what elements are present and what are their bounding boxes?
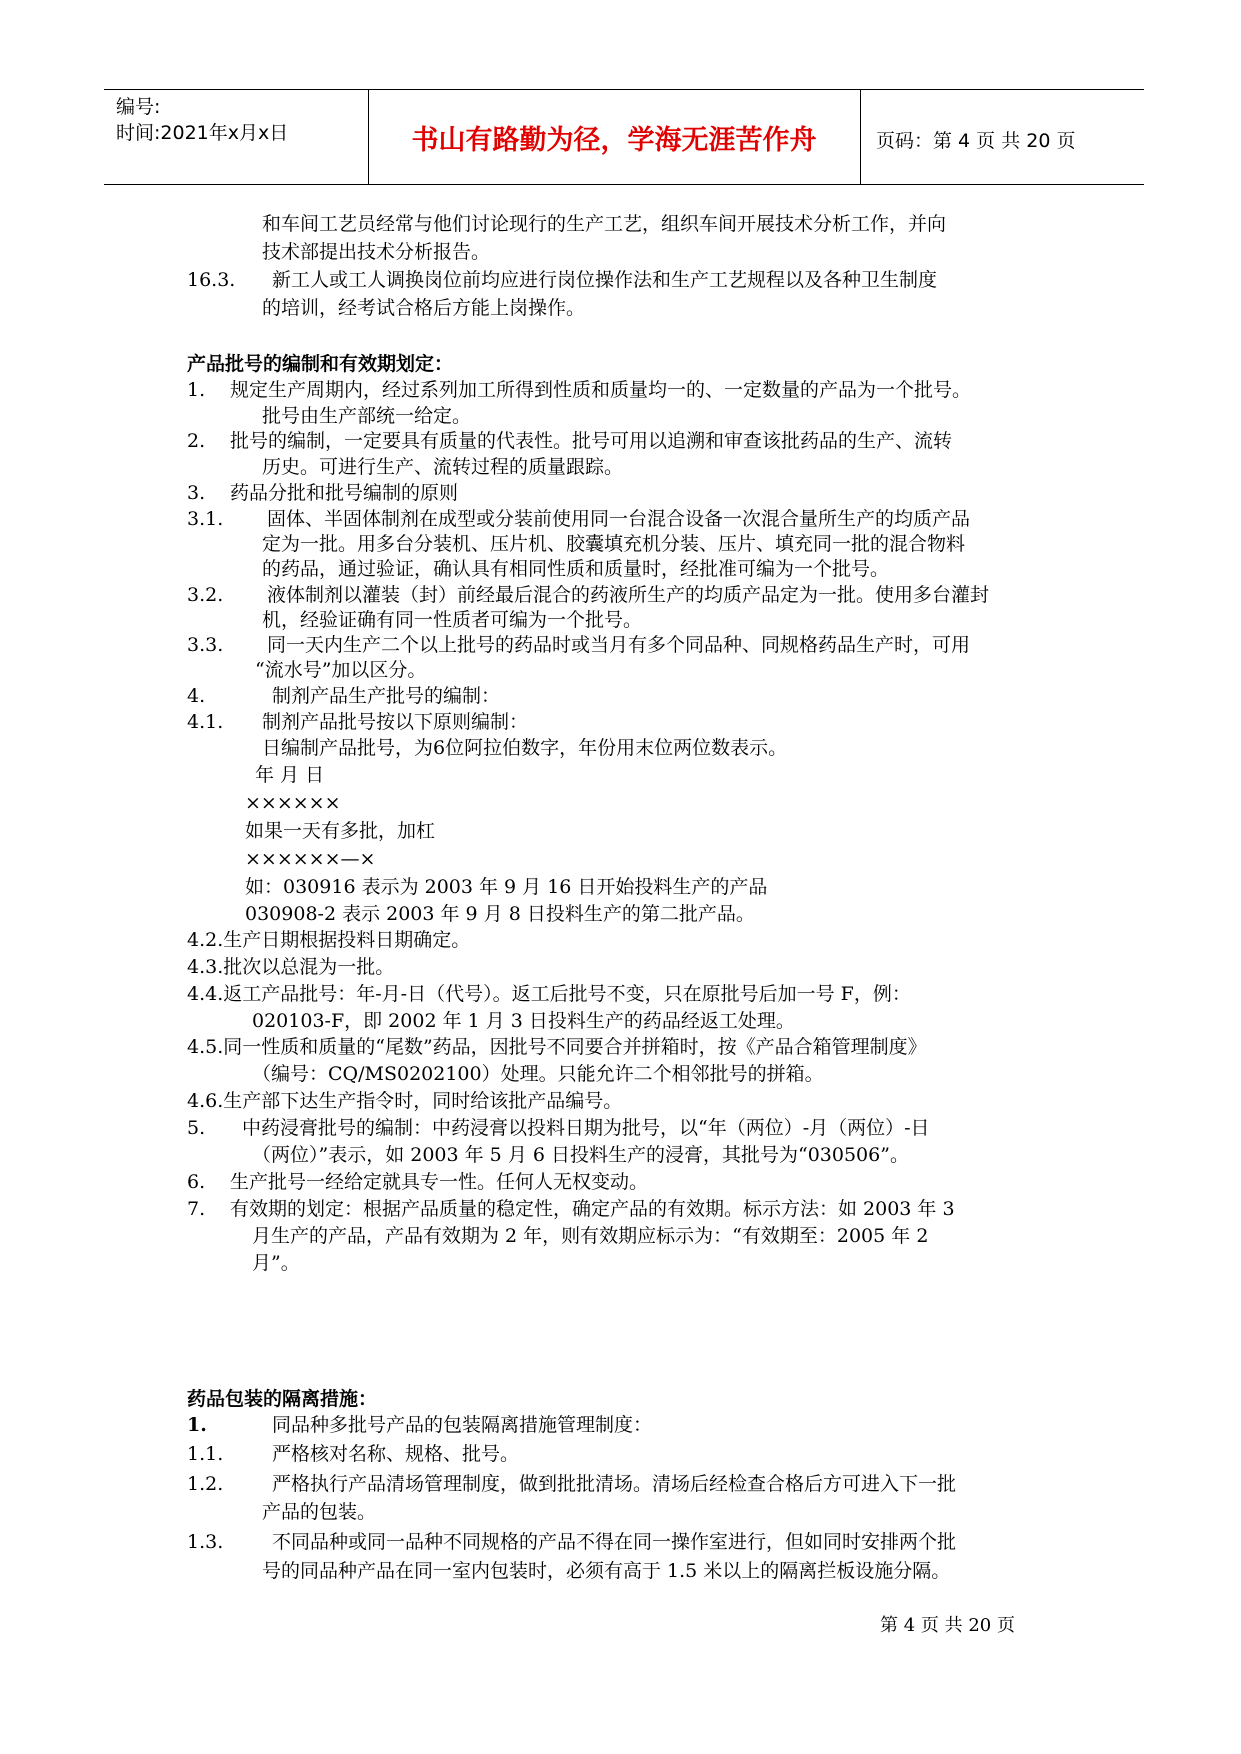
header-page-info: 页码：第 4 页 共 20 页: [876, 130, 1076, 152]
body-line: 规定生产周期内，经过系列加工所得到性质和质量均一的、一定数量的产品为一个批号。: [230, 379, 972, 401]
clause-number: 3.1.: [187, 508, 224, 530]
body-line: 固体、半固体制剂在成型或分装前使用同一台混合设备一次混合量所生产的均质产品: [267, 508, 971, 530]
body-line: 新工人或工人调换岗位前均应进行岗位操作法和生产工艺规程以及各种卫生制度: [272, 269, 938, 291]
clause-number: 16.3.: [187, 269, 236, 291]
clause-number: 1.2.: [187, 1473, 224, 1495]
body-line: 制剂产品生产批号的编制：: [272, 685, 501, 707]
clause-number: 1.: [187, 379, 206, 401]
body-line: 制剂产品批号按以下原则编制：: [262, 711, 529, 733]
body-line: 4.4.返工产品批号：年-月-日（代号）。返工后批号不变，只在原批号后加一号 F，例：: [187, 983, 911, 1005]
clause-number: 1.3.: [187, 1531, 224, 1553]
body-line: 年 月 日: [255, 764, 325, 786]
body-line: 月”。: [252, 1252, 300, 1274]
section-heading: 产品批号的编制和有效期划定：: [187, 353, 454, 375]
body-line: “流水号”加以区分。: [255, 659, 427, 681]
body-line: 中药浸膏批号的编制：中药浸膏以投料日期为批号，以“年（两位）-月（两位）-日: [242, 1117, 930, 1139]
body-line: 030908-2 表示 2003 年 9 月 8 日投料生产的第二批产品。: [245, 903, 755, 925]
body-line: 技术部提出技术分析报告。: [262, 241, 491, 263]
body-line: 的培训，经考试合格后方能上岗操作。: [262, 297, 586, 319]
body-line: 同品种多批号产品的包装隔离措施管理制度：: [272, 1414, 653, 1436]
body-line: （编号：CQ/MS0202100）处理。只能允许二个相邻批号的拼箱。: [252, 1063, 824, 1085]
body-line: 4.5.同一性质和质量的“尾数”药品，因批号不同要合并拼箱时，按《产品合箱管理制度》: [187, 1036, 927, 1058]
document-number-label: 编号:: [116, 96, 161, 118]
body-line: 号的同品种产品在同一室内包装时，必须有高于 1.5 米以上的隔离拦板设施分隔。: [262, 1560, 951, 1582]
body-line: 历史。可进行生产、流转过程的质量跟踪。: [262, 456, 624, 478]
body-line: ××××××—×: [245, 848, 376, 870]
body-line: 批号由生产部统一给定。: [262, 405, 472, 427]
body-line: 机，经验证确有同一性质者可编为一个批号。: [262, 609, 643, 631]
body-line: 如：030916 表示为 2003 年 9 月 16 日开始投料生产的产品: [245, 876, 768, 898]
section-heading: 药品包装的隔离措施：: [187, 1388, 378, 1410]
clause-number: 5.: [187, 1117, 206, 1139]
body-line: 定为一批。用多台分装机、压片机、胶囊填充机分装、压片、填充同一批的混合物料: [262, 533, 966, 555]
body-line: 批号的编制，一定要具有质量的代表性。批号可用以追溯和审查该批药品的生产、流转: [230, 430, 953, 452]
body-line: 不同品种或同一品种不同规格的产品不得在同一操作室进行，但如同时安排两个批: [272, 1531, 957, 1553]
header-meta: [116, 94, 288, 146]
body-line: 有效期的划定：根据产品质量的稳定性，确定产品的有效期。标示方法：如 2003 年 3: [230, 1198, 955, 1220]
clause-number: 1.: [187, 1414, 207, 1436]
clause-number: 3.2.: [187, 584, 224, 606]
clause-number: 4.: [187, 685, 206, 707]
body-line: 如果一天有多批，加杠: [245, 820, 436, 842]
body-line: 药品分批和批号编制的原则: [230, 482, 459, 504]
clause-number: 6.: [187, 1171, 206, 1193]
clause-number: 2.: [187, 430, 206, 452]
body-line: ××××××: [245, 792, 341, 814]
body-line: 月生产的产品，产品有效期为 2 年，则有效期应标示为：“有效期至：2005 年 2: [252, 1225, 929, 1247]
clause-number: 1.1.: [187, 1443, 224, 1465]
header-motto: 书山有路勤为径，学海无涯苦作舟: [411, 125, 817, 156]
clause-number: 3.: [187, 482, 206, 504]
body-line: 4.2.生产日期根据投料日期确定。: [187, 929, 471, 951]
page-header: [104, 89, 1144, 185]
body-line: 4.3.批次以总混为一批。: [187, 956, 395, 978]
body-line: 产品的包装。: [262, 1501, 377, 1523]
body-line: （两位）”表示，如 2003 年 5 月 6 日投料生产的浸膏，其批号为“030506”。: [252, 1144, 909, 1166]
body-line: 严格核对名称、规格、批号。: [272, 1443, 520, 1465]
body-line: 和车间工艺员经常与他们讨论现行的生产工艺，组织车间开展技术分析工作，并向: [262, 213, 947, 235]
header-divider: [860, 90, 861, 184]
clause-number: 7.: [187, 1198, 206, 1220]
body-line: 的药品，通过验证，确认具有相同性质和质量时，经批准可编为一个批号。: [262, 558, 890, 580]
body-line: 严格执行产品清场管理制度，做到批批清场。清场后经检查合格后方可进入下一批: [272, 1473, 957, 1495]
document-time-label: 时间:2021年x月x日: [116, 122, 289, 144]
clause-number: 4.1.: [187, 711, 224, 733]
page-footer: 第 4 页 共 20 页: [880, 1615, 1015, 1636]
body-line: 020103-F，即 2002 年 1 月 3 日投料生产的药品经返工处理。: [252, 1010, 795, 1032]
body-line: 同一天内生产二个以上批号的药品时或当月有多个同品种、同规格药品生产时，可用: [267, 634, 971, 656]
body-line: 日编制产品批号，为6位阿拉伯数字，年份用末位两位数表示。: [262, 737, 788, 759]
body-line: 生产批号一经给定就具专一性。任何人无权变动。: [230, 1171, 649, 1193]
clause-number: 3.3.: [187, 634, 224, 656]
body-line: 4.6.生产部下达生产指令时，同时给该批产品编号。: [187, 1090, 623, 1112]
body-line: 液体制剂以灌装（封）前经最后混合的药液所生产的均质产品定为一批。使用多台灌封: [267, 584, 990, 606]
